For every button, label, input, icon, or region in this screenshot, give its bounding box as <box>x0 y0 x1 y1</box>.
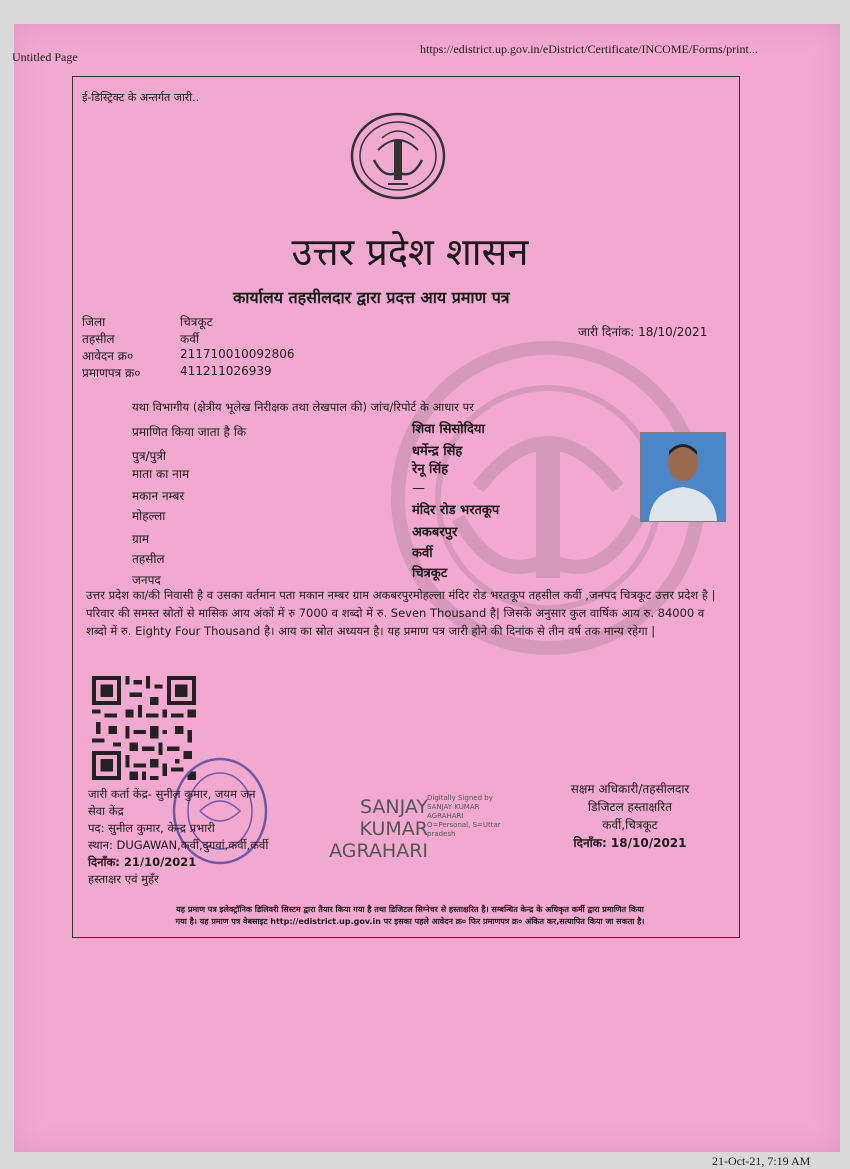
digital-signature-note <box>427 794 517 839</box>
detail-value-house-no: — <box>412 481 425 496</box>
dsig-note-line5: pradesh <box>427 830 456 838</box>
detail-label-certified: प्रमाणित किया जाता है कि <box>132 425 247 439</box>
meta-label-tehsil: तहसील <box>82 332 115 346</box>
authority-title: सक्षम अधिकारी/तहसीलदार <box>570 782 690 796</box>
meta-value-certificate-no: 411211026939 <box>180 364 272 378</box>
detail-value-mother: रेनू सिंह <box>412 462 449 477</box>
detail-label-house-no: मकान नम्बर <box>132 489 185 503</box>
detail-value-parent: धर्मेन्द्र सिंह <box>412 444 463 459</box>
title-text: उत्तर प्रदेश शासन <box>291 230 529 274</box>
authority-digital-signed: डिजिटल हस्ताक्षरित <box>588 800 672 814</box>
meta-label-district: जिला <box>82 315 106 329</box>
dsig-name-line1: SANJAY <box>359 796 428 818</box>
meta-value-district: चित्रकूट <box>180 315 213 329</box>
authority-date: दिनाँक: 18/10/2021 <box>573 836 687 850</box>
applicant-photo <box>640 432 726 522</box>
detail-value-village: अकबरपुर <box>412 525 458 540</box>
meta-value-tehsil: कर्वी <box>180 332 199 346</box>
issuer-block <box>88 786 328 888</box>
meta-value-application-no: 211710010092806 <box>180 347 295 361</box>
issuer-post: पद: सुनील कुमार, केन्द्र प्रभारी <box>88 821 215 835</box>
certificate-paragraph: उत्तर प्रदेश का/की निवासी है व उसका वर्तमान पता मकान नम्बर ग्राम अकबरपुरमोहल्ला मंदिर रोड भरतकूप तहसील कर्वी ,जनपद चित्रकूट उत्तर प्रदेश है | परिवार की समस्त स्रोतों से मासिक आय अंकों में रु 7000 व शब्दो में रु. Seven Thousand है| जिसके अनुसार कुल वार्षिक आय रु. 84000 व शब्दो में रु. Eighty Four Thousand है। आय का स्रोत अध्ययन है। यह प्रमाण पत्र जारी होने की दिनांक से तीन वर्ष तक मान्य रहेगा | <box>86 588 716 638</box>
browser-page-title: Untitled Page <box>12 50 78 64</box>
footer-line2: गया है। यह प्रमाण पत्र वेबसाइट http://edistrict.up.gov.in पर इसका पहले आवेदन क्र० फिर प्रमाणपत्र क्र० अंकित कर,सत्यापित किया जा सकता है। <box>175 917 645 926</box>
up-state-emblem-icon <box>348 110 448 202</box>
issue-date: जारी दिनांक: 18/10/2021 <box>578 325 708 339</box>
dsig-name-line3: AGRAHARI <box>329 840 428 862</box>
print-timestamp: 21-Oct-21, 7:19 AM <box>712 1154 811 1168</box>
detail-label-parent: पुत्र/पुत्री <box>132 449 167 463</box>
verification-footer <box>86 904 734 928</box>
detail-label-village: ग्राम <box>132 532 150 546</box>
digital-signature-name <box>318 796 428 862</box>
dsig-name-line2: KUMAR <box>359 818 428 840</box>
person-silhouette-icon <box>641 433 725 521</box>
document-title <box>0 225 850 277</box>
dsig-note-line2: SANJAY KUMAR <box>427 803 480 811</box>
issuer-date: दिनाँक: 21/10/2021 <box>88 855 197 869</box>
footer-line1: यह प्रमाण पत्र इलेक्ट्रॉनिक डिलिवरी सिस्टम द्वारा तैयार किया गया है तथा डिजिटल सिग्नेचर से हस्ताक्षरित है। सम्बन्धित केन्द्र के अधिकृत कर्मी द्वारा प्रमाणित किया <box>176 905 644 914</box>
dsig-note-line1: Digitally Signed by <box>427 794 493 802</box>
intro-text: यथा विभागीय (क्षेत्रीय भूलेख निरीक्षक तथा लेखपाल की) जांच/रिपोर्ट के आधार पर <box>132 400 474 414</box>
detail-value-name: शिवा सिसोदिया <box>412 422 485 437</box>
detail-value-district: चित्रकूट <box>412 566 448 581</box>
detail-label-locality: मोहल्ला <box>132 509 166 523</box>
detail-value-tehsil: कर्वी <box>412 546 433 561</box>
issued-under-label: ई-डिस्ट्रिक्ट के अन्तर्गत जारी.. <box>82 91 200 104</box>
detail-value-locality: मंदिर रोड भरतकूप <box>412 503 500 518</box>
detail-label-mother: माता का नाम <box>132 467 190 481</box>
issuer-place: स्थान: DUGAWAN,कर्वी,दुगवां,कर्वी,कर्वी <box>88 838 269 852</box>
issuer-signature-label: हस्ताक्षर एवं मुहँर <box>88 872 159 886</box>
document-subtitle: कार्यालय तहसीलदार द्वारा प्रदत्त आय प्रमाण पत्र <box>233 288 510 307</box>
dsig-note-line4: O=Personal, S=Uttar <box>427 821 501 829</box>
dsig-note-line3: AGRAHARI <box>427 812 464 820</box>
detail-label-tehsil: तहसील <box>132 552 165 566</box>
competent-authority-block <box>540 780 720 852</box>
detail-label-district: जनपद <box>132 573 161 587</box>
authority-location: कर्वी,चित्रकूट <box>602 818 658 832</box>
meta-label-application-no: आवेदन क्र० <box>82 349 134 363</box>
meta-label-certificate-no: प्रमाणपत्र क्र० <box>82 366 141 380</box>
issuer-center: जारी कर्ता केंद्र- सुनील कुमार, जयम जन <box>88 787 256 801</box>
browser-url: https://edistrict.up.gov.in/eDistrict/Certificate/INCOME/Forms/print... <box>420 42 758 56</box>
issuer-center-cont: सेवा केंद्र <box>88 804 124 818</box>
